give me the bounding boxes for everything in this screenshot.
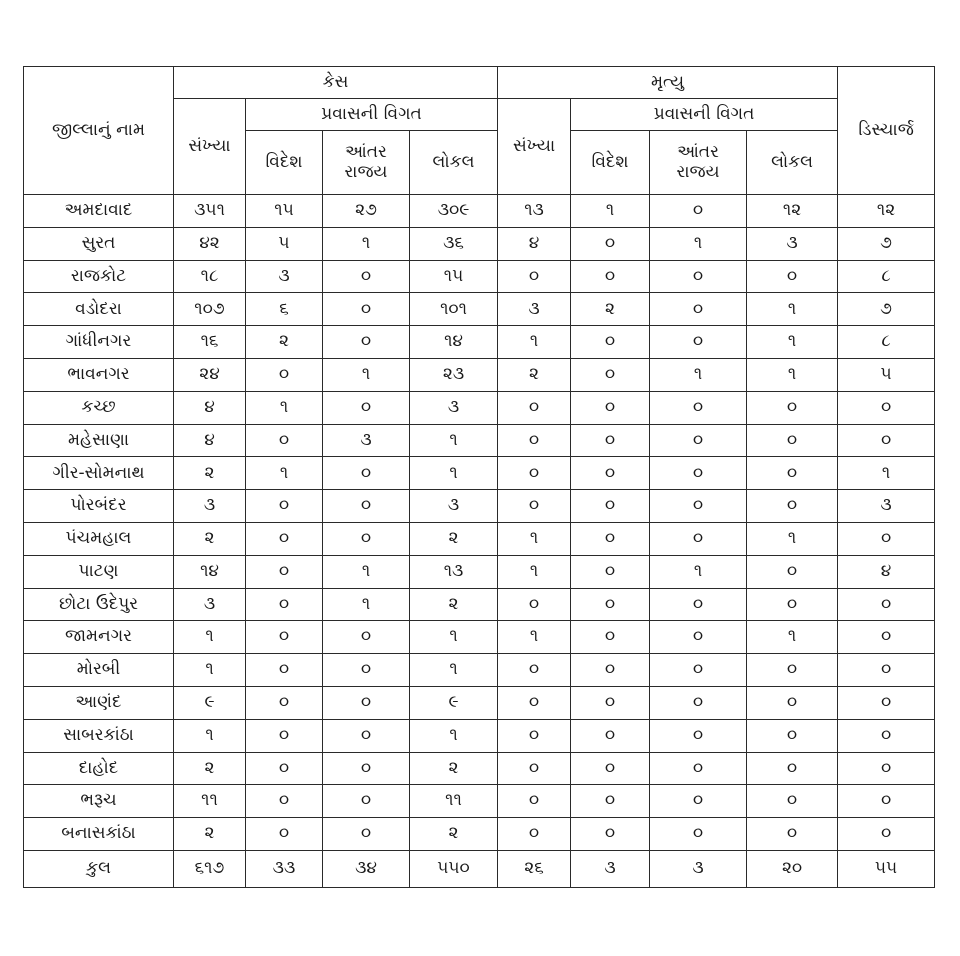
cell-d-local: ૦ bbox=[747, 686, 838, 719]
cell-deaths: ૦ bbox=[498, 424, 571, 457]
cell-discharge: ૪ bbox=[838, 555, 935, 588]
cell-d-foreign: ૦ bbox=[571, 555, 650, 588]
cell-district: ગીર-સોમનાથ bbox=[24, 457, 174, 490]
cell-cases: ૨ bbox=[174, 752, 246, 785]
cell-d-local: ૦ bbox=[747, 391, 838, 424]
cell-district: રાજકોટ bbox=[24, 260, 174, 293]
cell-district: કચ્છ bbox=[24, 391, 174, 424]
cell-discharge: ૧ bbox=[838, 457, 935, 490]
cell-cases: ૪ bbox=[174, 391, 246, 424]
cell-c-inter: ૦ bbox=[323, 686, 410, 719]
cell-c-inter: ૦ bbox=[323, 326, 410, 359]
cell-deaths: ૦ bbox=[498, 785, 571, 818]
header-deaths-interstate bbox=[650, 131, 747, 195]
header-deaths-travel: પ્રવાસની વિગત bbox=[571, 99, 838, 131]
cell-c-local: ૩ bbox=[410, 391, 498, 424]
cell-c-local: ૧ bbox=[410, 424, 498, 457]
total-row bbox=[24, 850, 935, 887]
cell-deaths: ૧ bbox=[498, 555, 571, 588]
cell-discharge: ૫ bbox=[838, 358, 935, 391]
cell-d-foreign: ૦ bbox=[571, 785, 650, 818]
cell-c-inter: ૦ bbox=[323, 391, 410, 424]
interstate-line1: આંતર bbox=[677, 141, 719, 162]
cell-d-foreign: ૦ bbox=[571, 457, 650, 490]
table-row bbox=[24, 457, 935, 490]
cell-district: પંચમહાલ bbox=[24, 522, 174, 555]
cell-deaths: ૦ bbox=[498, 752, 571, 785]
cell-d-foreign: ૦ bbox=[571, 818, 650, 851]
cell-c-foreign: ૧ bbox=[246, 457, 323, 490]
header-deaths-local: લોકલ bbox=[747, 131, 838, 195]
cell-c-foreign: ૦ bbox=[246, 719, 323, 752]
cell-d-local: ૧ bbox=[747, 326, 838, 359]
table-row bbox=[24, 555, 935, 588]
cell-discharge: ૩ bbox=[838, 490, 935, 523]
table-row bbox=[24, 293, 935, 326]
cell-cases: ૧૧ bbox=[174, 785, 246, 818]
cell-d-inter: ૦ bbox=[650, 588, 747, 621]
cell-district: પોરબંદર bbox=[24, 490, 174, 523]
cell-discharge: ૦ bbox=[838, 686, 935, 719]
cell-d-foreign: ૦ bbox=[571, 654, 650, 687]
cell-cases: ૩૫૧ bbox=[174, 195, 246, 228]
cell-district: દાહોદ bbox=[24, 752, 174, 785]
cell-c-inter: ૩ bbox=[323, 424, 410, 457]
cell-deaths: ૦ bbox=[498, 654, 571, 687]
table-row bbox=[24, 227, 935, 260]
cell-d-inter: ૦ bbox=[650, 818, 747, 851]
cell-deaths: ૦ bbox=[498, 588, 571, 621]
cell-d-local: ૧ bbox=[747, 293, 838, 326]
cell-deaths: ૦ bbox=[498, 260, 571, 293]
cell-deaths: ૧ bbox=[498, 326, 571, 359]
cell-c-local: ૧ bbox=[410, 457, 498, 490]
cell-district: અમદાવાદ bbox=[24, 195, 174, 228]
table-row bbox=[24, 490, 935, 523]
header-district: જીલ્લાનું નામ bbox=[24, 67, 174, 195]
cell-c-foreign: ૧૫ bbox=[246, 195, 323, 228]
cell-c-inter: ૦ bbox=[323, 785, 410, 818]
cell-c-local: ૯ bbox=[410, 686, 498, 719]
table-row bbox=[24, 686, 935, 719]
cell-cases: ૧૦૭ bbox=[174, 293, 246, 326]
cell-d-inter: ૦ bbox=[650, 785, 747, 818]
cell-c-local: ૧ bbox=[410, 621, 498, 654]
cell-deaths: ૧ bbox=[498, 522, 571, 555]
total-c-foreign: ૩૩ bbox=[246, 850, 323, 887]
cell-d-local: ૦ bbox=[747, 424, 838, 457]
cell-d-inter: ૦ bbox=[650, 293, 747, 326]
cell-c-local: ૨ bbox=[410, 752, 498, 785]
cell-c-inter: ૨૭ bbox=[323, 195, 410, 228]
cell-d-inter: ૧ bbox=[650, 358, 747, 391]
cell-d-foreign: ૧ bbox=[571, 195, 650, 228]
table-row bbox=[24, 621, 935, 654]
cell-d-foreign: ૦ bbox=[571, 719, 650, 752]
cell-d-foreign: ૦ bbox=[571, 227, 650, 260]
cell-c-foreign: ૦ bbox=[246, 555, 323, 588]
cell-discharge: ૭ bbox=[838, 293, 935, 326]
header-discharge: ડિસ્ચાર્જ bbox=[838, 67, 935, 195]
table-row bbox=[24, 326, 935, 359]
cell-c-foreign: ૬ bbox=[246, 293, 323, 326]
cell-c-local: ૨૩ bbox=[410, 358, 498, 391]
table-row bbox=[24, 522, 935, 555]
cell-cases: ૨ bbox=[174, 457, 246, 490]
total-c-inter: ૩૪ bbox=[323, 850, 410, 887]
cell-discharge: ૦ bbox=[838, 621, 935, 654]
total-cases: ૬૧૭ bbox=[174, 850, 246, 887]
header-cases: કેસ bbox=[174, 67, 498, 99]
cell-d-inter: ૦ bbox=[650, 522, 747, 555]
cell-discharge: ૦ bbox=[838, 654, 935, 687]
cell-discharge: ૦ bbox=[838, 522, 935, 555]
cell-c-local: ૧૦૧ bbox=[410, 293, 498, 326]
cell-deaths: ૧૩ bbox=[498, 195, 571, 228]
cell-cases: ૧૪ bbox=[174, 555, 246, 588]
cell-d-inter: ૦ bbox=[650, 195, 747, 228]
cell-d-foreign: ૨ bbox=[571, 293, 650, 326]
cell-discharge: ૦ bbox=[838, 818, 935, 851]
cell-d-foreign: ૦ bbox=[571, 424, 650, 457]
header-deaths-count: સંખ્યા bbox=[498, 99, 571, 195]
cell-d-inter: ૦ bbox=[650, 260, 747, 293]
cell-district: મોરબી bbox=[24, 654, 174, 687]
cell-c-local: ૧૩ bbox=[410, 555, 498, 588]
cell-cases: ૨ bbox=[174, 818, 246, 851]
cell-d-local: ૦ bbox=[747, 818, 838, 851]
header-cases-foreign: વિદેશ bbox=[246, 131, 323, 195]
cell-discharge: ૮ bbox=[838, 260, 935, 293]
cell-c-local: ૨ bbox=[410, 588, 498, 621]
cell-d-foreign: ૦ bbox=[571, 260, 650, 293]
cell-c-foreign: ૩ bbox=[246, 260, 323, 293]
cell-d-foreign: ૦ bbox=[571, 391, 650, 424]
cell-cases: ૨૪ bbox=[174, 358, 246, 391]
cell-c-inter: ૧ bbox=[323, 588, 410, 621]
cell-deaths: ૨ bbox=[498, 358, 571, 391]
total-d-local: ૨૦ bbox=[747, 850, 838, 887]
table-row bbox=[24, 785, 935, 818]
cell-c-foreign: ૦ bbox=[246, 621, 323, 654]
cell-c-foreign: ૦ bbox=[246, 358, 323, 391]
cell-c-foreign: ૦ bbox=[246, 522, 323, 555]
header-cases-count: સંખ્યા bbox=[174, 99, 246, 195]
cell-discharge: ૦ bbox=[838, 588, 935, 621]
header-cases-interstate bbox=[323, 131, 410, 195]
cell-district: પાટણ bbox=[24, 555, 174, 588]
total-deaths: ૨૬ bbox=[498, 850, 571, 887]
cell-cases: ૪ bbox=[174, 424, 246, 457]
cell-d-inter: ૧ bbox=[650, 555, 747, 588]
cell-d-local: ૦ bbox=[747, 785, 838, 818]
total-c-local: ૫૫૦ bbox=[410, 850, 498, 887]
cell-d-foreign: ૦ bbox=[571, 522, 650, 555]
cell-c-foreign: ૦ bbox=[246, 490, 323, 523]
table-row bbox=[24, 588, 935, 621]
cell-cases: ૨ bbox=[174, 522, 246, 555]
header-cases-local: લોકલ bbox=[410, 131, 498, 195]
cell-d-local: ૧ bbox=[747, 621, 838, 654]
cell-d-foreign: ૦ bbox=[571, 686, 650, 719]
cell-d-local: ૦ bbox=[747, 752, 838, 785]
cell-deaths: ૩ bbox=[498, 293, 571, 326]
total-discharge: ૫૫ bbox=[838, 850, 935, 887]
cell-deaths: ૦ bbox=[498, 391, 571, 424]
cell-district: મહેસાણા bbox=[24, 424, 174, 457]
cell-cases: ૧ bbox=[174, 654, 246, 687]
cell-c-foreign: ૨ bbox=[246, 326, 323, 359]
cell-d-local: ૧ bbox=[747, 522, 838, 555]
cell-discharge: ૧૨ bbox=[838, 195, 935, 228]
cell-d-local: ૦ bbox=[747, 588, 838, 621]
interstate-line2: રાજય bbox=[344, 161, 388, 182]
cell-d-local: ૦ bbox=[747, 719, 838, 752]
cell-d-local: ૦ bbox=[747, 260, 838, 293]
table-row bbox=[24, 195, 935, 228]
cell-c-local: ૧૫ bbox=[410, 260, 498, 293]
cell-c-local: ૧ bbox=[410, 719, 498, 752]
table-row bbox=[24, 719, 935, 752]
cell-deaths: ૦ bbox=[498, 818, 571, 851]
cell-d-local: ૦ bbox=[747, 457, 838, 490]
cell-c-local: ૧ bbox=[410, 654, 498, 687]
interstate-line1: આંતર bbox=[345, 141, 387, 162]
total-d-foreign: ૩ bbox=[571, 850, 650, 887]
cell-d-inter: ૧ bbox=[650, 227, 747, 260]
table-row bbox=[24, 391, 935, 424]
district-covid-table bbox=[23, 66, 935, 888]
cell-c-inter: ૦ bbox=[323, 293, 410, 326]
cell-district: ભરૂચ bbox=[24, 785, 174, 818]
cell-d-inter: ૦ bbox=[650, 621, 747, 654]
cell-d-foreign: ૦ bbox=[571, 326, 650, 359]
cell-c-inter: ૦ bbox=[323, 719, 410, 752]
cell-c-local: ૩ bbox=[410, 490, 498, 523]
cell-discharge: ૦ bbox=[838, 391, 935, 424]
cell-discharge: ૦ bbox=[838, 785, 935, 818]
cell-c-local: ૨ bbox=[410, 522, 498, 555]
cell-deaths: ૦ bbox=[498, 490, 571, 523]
cell-cases: ૯ bbox=[174, 686, 246, 719]
cell-cases: ૧ bbox=[174, 719, 246, 752]
table-row bbox=[24, 654, 935, 687]
cell-c-foreign: ૦ bbox=[246, 424, 323, 457]
cell-d-foreign: ૦ bbox=[571, 621, 650, 654]
cell-cases: ૧૮ bbox=[174, 260, 246, 293]
table-header bbox=[24, 67, 935, 195]
cell-d-inter: ૦ bbox=[650, 391, 747, 424]
table-body bbox=[24, 195, 935, 888]
cell-c-inter: ૧ bbox=[323, 358, 410, 391]
cell-district: જામનગર bbox=[24, 621, 174, 654]
cell-district: સાબરકાંઠા bbox=[24, 719, 174, 752]
header-deaths: મૃત્યુ bbox=[498, 67, 838, 99]
cell-district: ગાંધીનગર bbox=[24, 326, 174, 359]
cell-deaths: ૪ bbox=[498, 227, 571, 260]
district-covid-table-container bbox=[23, 66, 935, 888]
cell-deaths: ૦ bbox=[498, 686, 571, 719]
cell-d-local: ૧૨ bbox=[747, 195, 838, 228]
cell-d-inter: ૦ bbox=[650, 424, 747, 457]
cell-district: બનાસકાંઠા bbox=[24, 818, 174, 851]
table-row bbox=[24, 424, 935, 457]
cell-c-foreign: ૦ bbox=[246, 785, 323, 818]
cell-cases: ૧ bbox=[174, 621, 246, 654]
cell-c-foreign: ૦ bbox=[246, 686, 323, 719]
cell-c-inter: ૦ bbox=[323, 752, 410, 785]
cell-d-foreign: ૦ bbox=[571, 752, 650, 785]
cell-d-inter: ૦ bbox=[650, 686, 747, 719]
cell-d-local: ૦ bbox=[747, 490, 838, 523]
cell-c-inter: ૦ bbox=[323, 260, 410, 293]
cell-c-local: ૩૦૯ bbox=[410, 195, 498, 228]
cell-district: વડોદરા bbox=[24, 293, 174, 326]
cell-discharge: ૦ bbox=[838, 424, 935, 457]
table-row bbox=[24, 752, 935, 785]
cell-c-inter: ૦ bbox=[323, 522, 410, 555]
cell-district: આણંદ bbox=[24, 686, 174, 719]
header-cases-travel: પ્રવાસની વિગત bbox=[246, 99, 498, 131]
cell-district: છોટા ઉદેપુર bbox=[24, 588, 174, 621]
cell-d-inter: ૦ bbox=[650, 490, 747, 523]
cell-d-inter: ૦ bbox=[650, 654, 747, 687]
cell-discharge: ૦ bbox=[838, 752, 935, 785]
total-district: કુલ bbox=[24, 850, 174, 887]
cell-district: ભાવનગર bbox=[24, 358, 174, 391]
total-d-inter: ૩ bbox=[650, 850, 747, 887]
cell-d-local: ૦ bbox=[747, 555, 838, 588]
cell-d-foreign: ૦ bbox=[571, 490, 650, 523]
cell-c-local: ૩૬ bbox=[410, 227, 498, 260]
cell-c-foreign: ૦ bbox=[246, 588, 323, 621]
cell-c-inter: ૦ bbox=[323, 621, 410, 654]
cell-discharge: ૭ bbox=[838, 227, 935, 260]
cell-c-inter: ૦ bbox=[323, 490, 410, 523]
cell-c-foreign: ૦ bbox=[246, 818, 323, 851]
cell-deaths: ૧ bbox=[498, 621, 571, 654]
cell-d-inter: ૦ bbox=[650, 457, 747, 490]
header-deaths-foreign: વિદેશ bbox=[571, 131, 650, 195]
cell-deaths: ૦ bbox=[498, 719, 571, 752]
cell-c-foreign: ૧ bbox=[246, 391, 323, 424]
cell-cases: ૩ bbox=[174, 588, 246, 621]
cell-d-local: ૦ bbox=[747, 654, 838, 687]
cell-d-foreign: ૦ bbox=[571, 358, 650, 391]
cell-cases: ૪૨ bbox=[174, 227, 246, 260]
cell-c-foreign: ૦ bbox=[246, 654, 323, 687]
cell-c-local: ૨ bbox=[410, 818, 498, 851]
cell-cases: ૧૬ bbox=[174, 326, 246, 359]
cell-c-local: ૧૧ bbox=[410, 785, 498, 818]
cell-c-inter: ૦ bbox=[323, 654, 410, 687]
cell-d-local: ૩ bbox=[747, 227, 838, 260]
interstate-line2: રાજય bbox=[676, 161, 720, 182]
cell-d-inter: ૦ bbox=[650, 326, 747, 359]
cell-d-inter: ૦ bbox=[650, 752, 747, 785]
cell-c-local: ૧૪ bbox=[410, 326, 498, 359]
cell-d-inter: ૦ bbox=[650, 719, 747, 752]
cell-deaths: ૦ bbox=[498, 457, 571, 490]
cell-district: સુરત bbox=[24, 227, 174, 260]
cell-c-inter: ૧ bbox=[323, 227, 410, 260]
cell-c-foreign: ૦ bbox=[246, 752, 323, 785]
cell-c-inter: ૦ bbox=[323, 818, 410, 851]
table-row bbox=[24, 260, 935, 293]
table-row bbox=[24, 818, 935, 851]
cell-discharge: ૦ bbox=[838, 719, 935, 752]
cell-c-inter: ૦ bbox=[323, 457, 410, 490]
table-row bbox=[24, 358, 935, 391]
cell-cases: ૩ bbox=[174, 490, 246, 523]
cell-discharge: ૮ bbox=[838, 326, 935, 359]
cell-c-inter: ૧ bbox=[323, 555, 410, 588]
cell-d-foreign: ૦ bbox=[571, 588, 650, 621]
cell-c-foreign: ૫ bbox=[246, 227, 323, 260]
cell-d-local: ૧ bbox=[747, 358, 838, 391]
